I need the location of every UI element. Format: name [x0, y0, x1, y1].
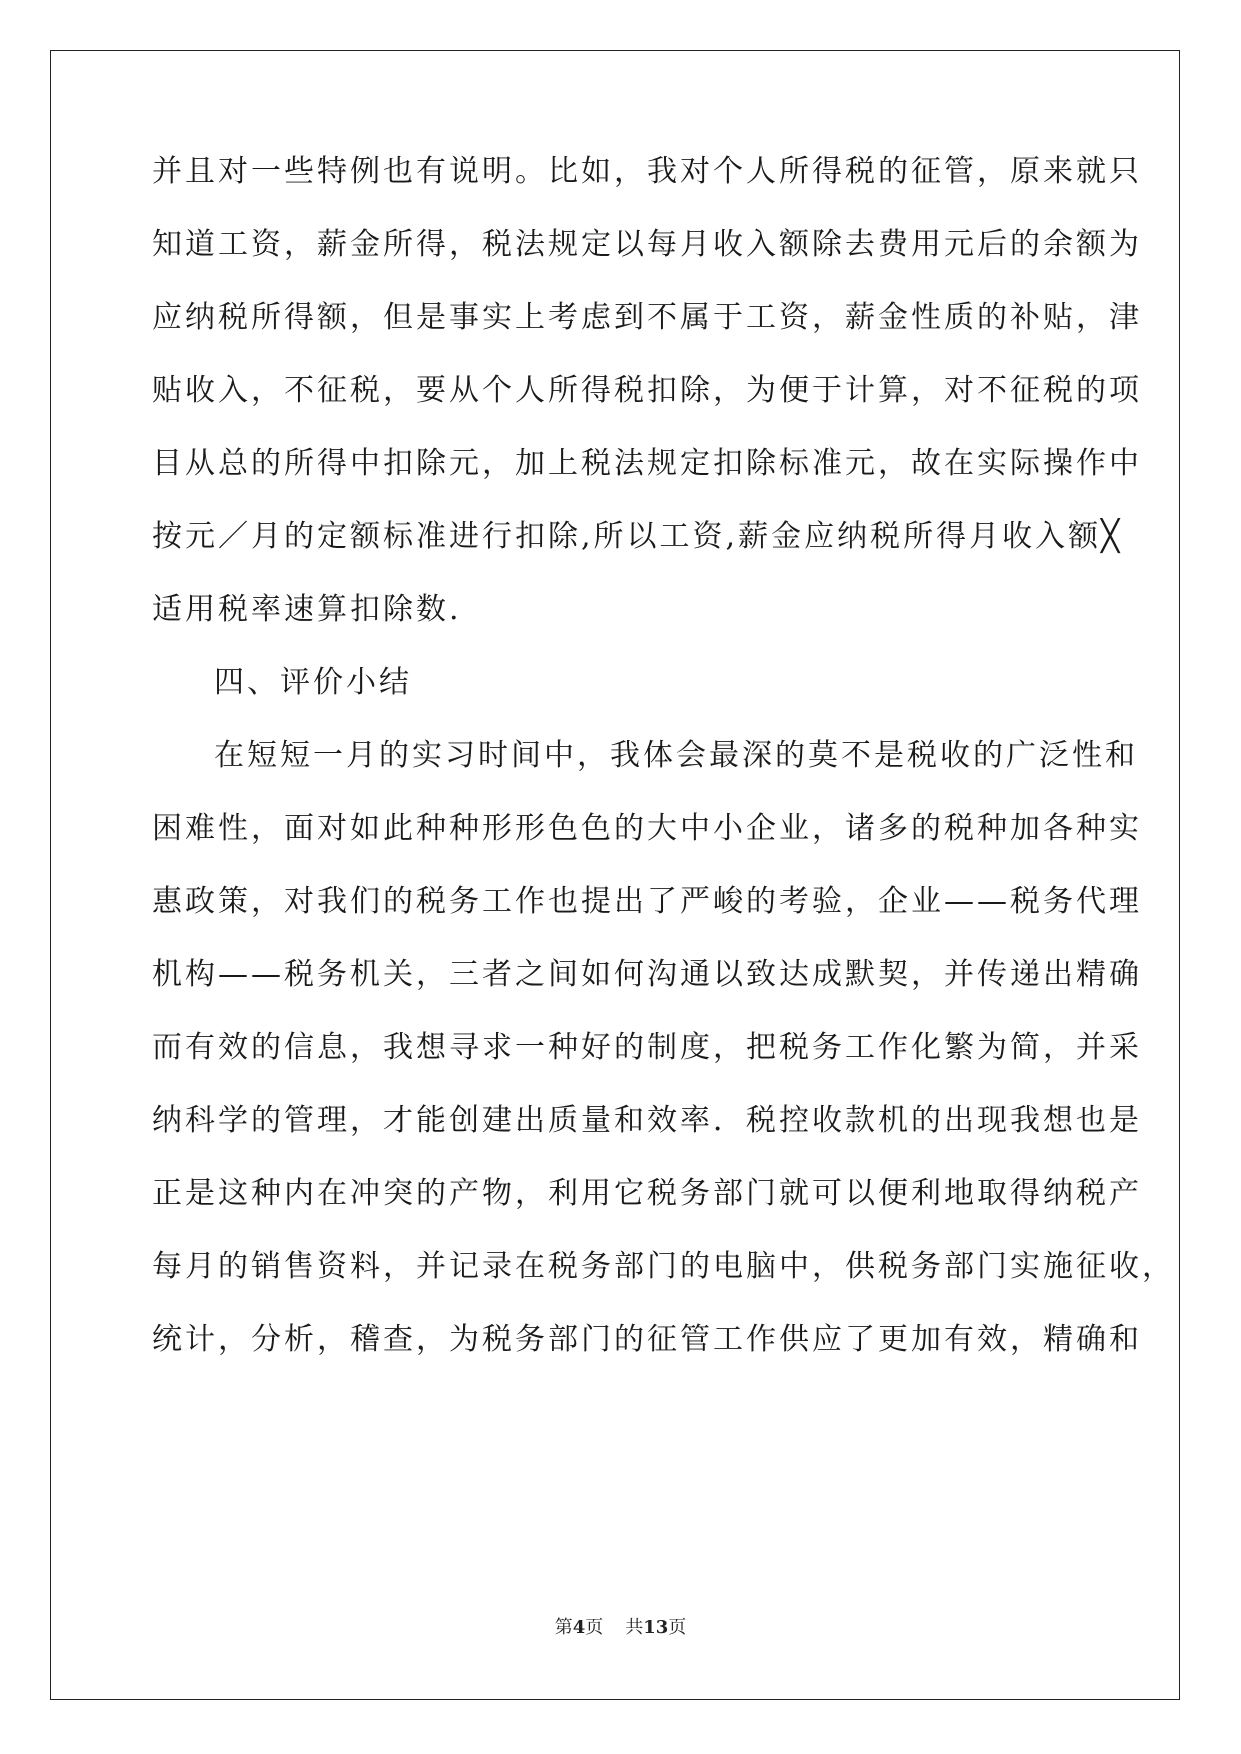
total-pages: 13 — [643, 1617, 669, 1638]
total-prefix: 共 — [625, 1617, 644, 1638]
paragraph-first-line: 在短短一月的实习时间中，我体会最深的莫不是税收的广泛性和 — [214, 738, 1138, 773]
text-line-13: 而有效的信息，我想寻求一种好的制度，把税务工作化繁为简，并采 — [152, 1030, 1142, 1065]
text-line-3: 应纳税所得额，但是事实上考虑到不属于工资，薪金性质的补贴，津 — [152, 300, 1142, 335]
page-suffix: 页 — [585, 1617, 604, 1638]
total-suffix: 页 — [668, 1617, 687, 1638]
text-line-6: 按元／月的定额标准进行扣除,所以工资,薪金应纳税所得月收入额╳ — [152, 519, 1123, 554]
text-line-5: 目从总的所得中扣除元，加上税法规定扣除标准元，故在实际操作中 — [152, 446, 1142, 481]
text-line-12: 机构——税务机关，三者之间如何沟通以致达成默契，并传递出精确 — [152, 957, 1142, 992]
page-prefix: 第 — [554, 1617, 573, 1638]
page-footer — [0, 1616, 1241, 1640]
text-line-15: 正是这种内在冲突的产物，利用它税务部门就可以便利地取得纳税产 — [152, 1176, 1142, 1211]
text-line-1: 并且对一些特例也有说明。比如，我对个人所得税的征管，原来就只 — [152, 154, 1142, 189]
text-line-11: 惠政策，对我们的税务工作也提出了严峻的考验，企业——税务代理 — [152, 884, 1142, 919]
text-line-16: 每月的销售资料，并记录在税务部门的电脑中，供税务部门实施征收， — [152, 1249, 1175, 1284]
page-number: 4 — [572, 1617, 586, 1638]
text-line-14: 纳科学的管理，才能创建出质量和效率．税控收款机的出现我想也是 — [152, 1103, 1142, 1138]
text-line-2: 知道工资，薪金所得，税法规定以每月收入额除去费用元后的余额为 — [152, 227, 1142, 262]
text-line-10: 困难性，面对如此种种形形色色的大中小企业，诸多的税种加各种实 — [152, 811, 1142, 846]
text-line-17: 统计，分析，稽查，为税务部门的征管工作供应了更加有效，精确和 — [152, 1322, 1142, 1357]
text-line-7: 适用税率速算扣除数. — [152, 592, 462, 627]
text-line-4: 贴收入，不征税，要从个人所得税扣除，为便于计算，对不征税的项 — [152, 373, 1142, 408]
section-heading: 四、评价小结 — [214, 665, 412, 700]
